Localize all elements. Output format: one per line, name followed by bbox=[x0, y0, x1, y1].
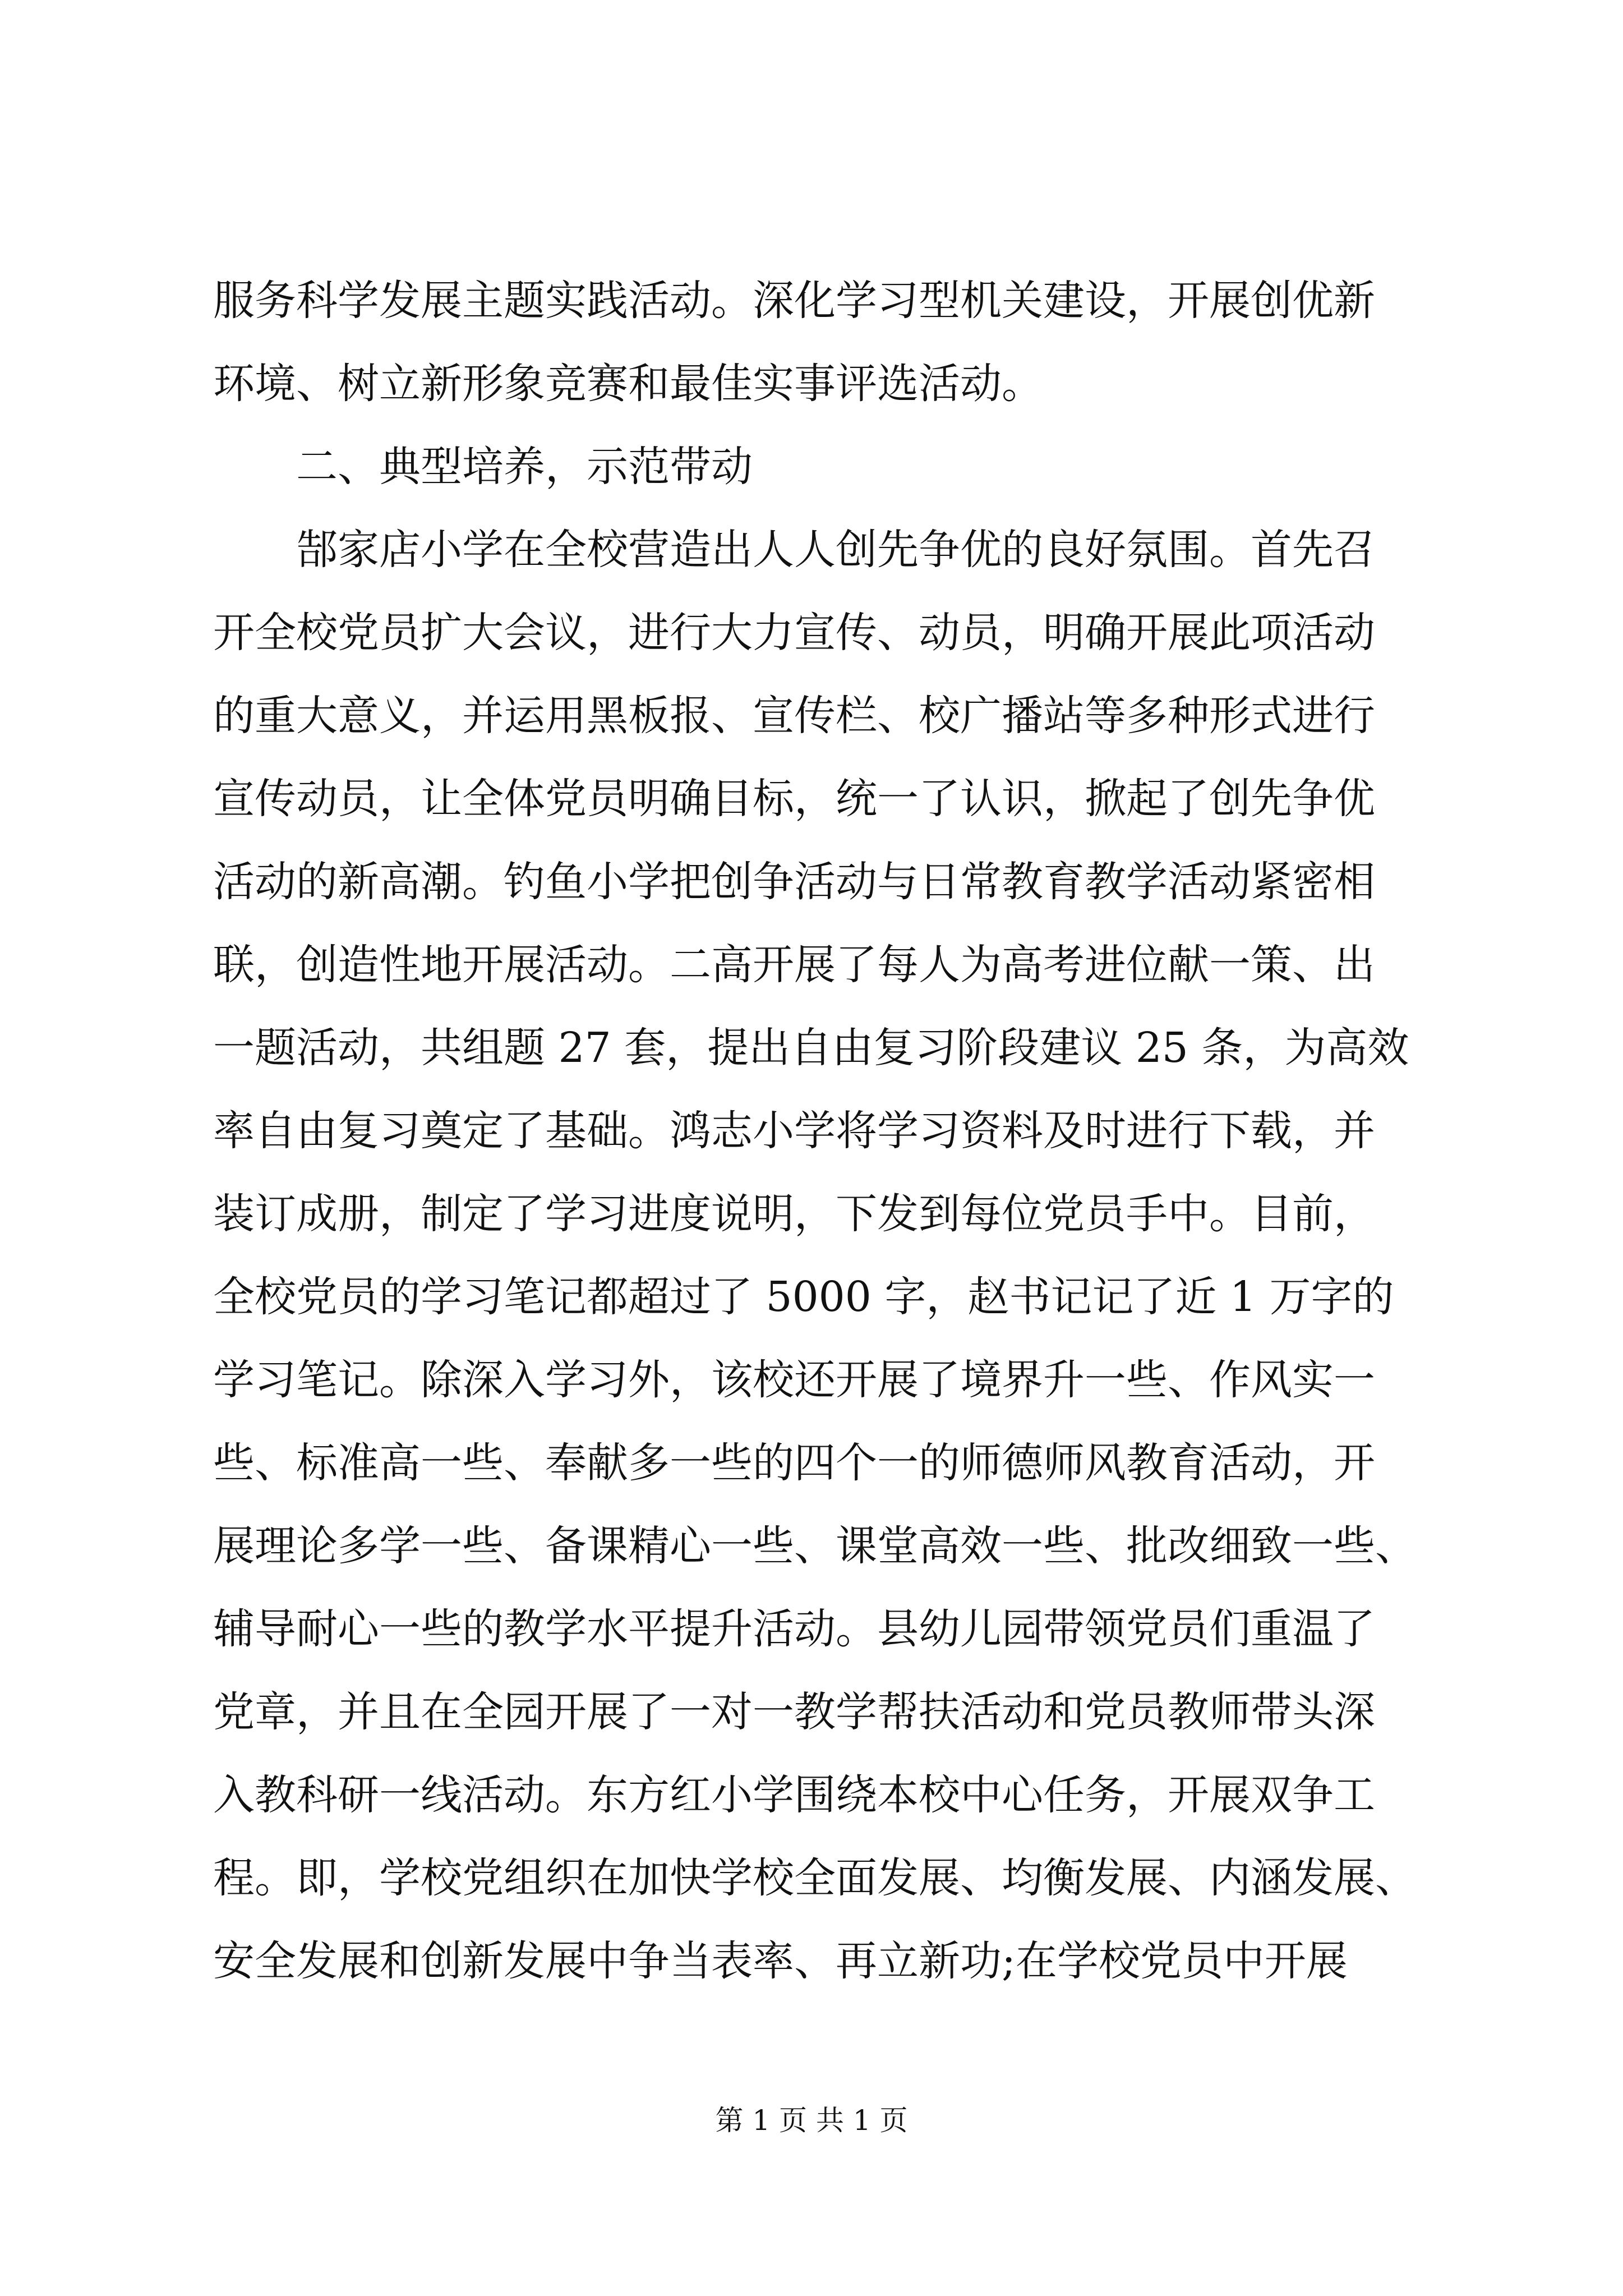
paragraph-line: 装订成册，制定了学习进度说明，下发到每位党员手中。目前， bbox=[213, 1190, 1375, 1238]
paragraph-line: 学习笔记。除深入学习外，该校还开展了境界升一些、作风实一 bbox=[213, 1356, 1375, 1404]
paragraph-line: 的重大意义，并运用黑板报、宣传栏、校广播站等多种形式进行 bbox=[213, 692, 1375, 740]
paragraph-line: 些、标准高一些、奉献多一些的四个一的师德师风教育活动，开 bbox=[213, 1439, 1375, 1487]
paragraph-first-line: 郜家店小学在全校营造出人人创先争优的良好氛围。首先召 bbox=[296, 526, 1375, 574]
paragraph-line: 一题活动，共组题 27 套，提出自由复习阶段建议 25 条，为高效 bbox=[213, 1024, 1409, 1072]
paragraph-line: 辅导耐心一些的教学水平提升活动。县幼儿园带领党员们重温了 bbox=[213, 1605, 1375, 1653]
paragraph-line: 全校党员的学习笔记都超过了 5000 字，赵书记记了近 1 万字的 bbox=[213, 1273, 1394, 1321]
paragraph-line: 程。即，学校党组织在加快学校全面发展、均衡发展、内涵发展、 bbox=[213, 1854, 1417, 1902]
paragraph-line: 入教科研一线活动。东方红小学围绕本校中心任务，开展双争工 bbox=[213, 1771, 1375, 1819]
paragraph-line: 活动的新高潮。钓鱼小学把创争活动与日常教育教学活动紧密相 bbox=[213, 858, 1375, 906]
document-body bbox=[213, 259, 1417, 2003]
paragraph-line: 宣传动员，让全体党员明确目标，统一了认识，掀起了创先争优 bbox=[213, 775, 1375, 823]
paragraph-line: 率自由复习奠定了基础。鸿志小学将学习资料及时进行下载，并 bbox=[213, 1107, 1375, 1155]
paragraph-line: 展理论多学一些、备课精心一些、课堂高效一些、批改细致一些、 bbox=[213, 1522, 1417, 1570]
section-heading: 二、典型培养，示范带动 bbox=[296, 443, 753, 491]
paragraph-line: 服务科学发展主题实践活动。深化学习型机关建设，开展创优新 bbox=[213, 277, 1375, 325]
paragraph-line: 环境、树立新形象竞赛和最佳实事评选活动。 bbox=[213, 360, 1043, 408]
paragraph-line: 党章，并且在全园开展了一对一教学帮扶活动和党员教师带头深 bbox=[213, 1688, 1375, 1736]
paragraph-line: 联，创造性地开展活动。二高开展了每人为高考进位献一策、出 bbox=[213, 941, 1375, 989]
paragraph-line: 开全校党员扩大会议，进行大力宣传、动员，明确开展此项活动 bbox=[213, 609, 1375, 657]
page-number-footer: 第 1 页 共 1 页 bbox=[715, 2104, 908, 2137]
paragraph-line: 安全发展和创新发展中争当表率、再立新功;在学校党员中开展 bbox=[213, 1937, 1348, 1985]
